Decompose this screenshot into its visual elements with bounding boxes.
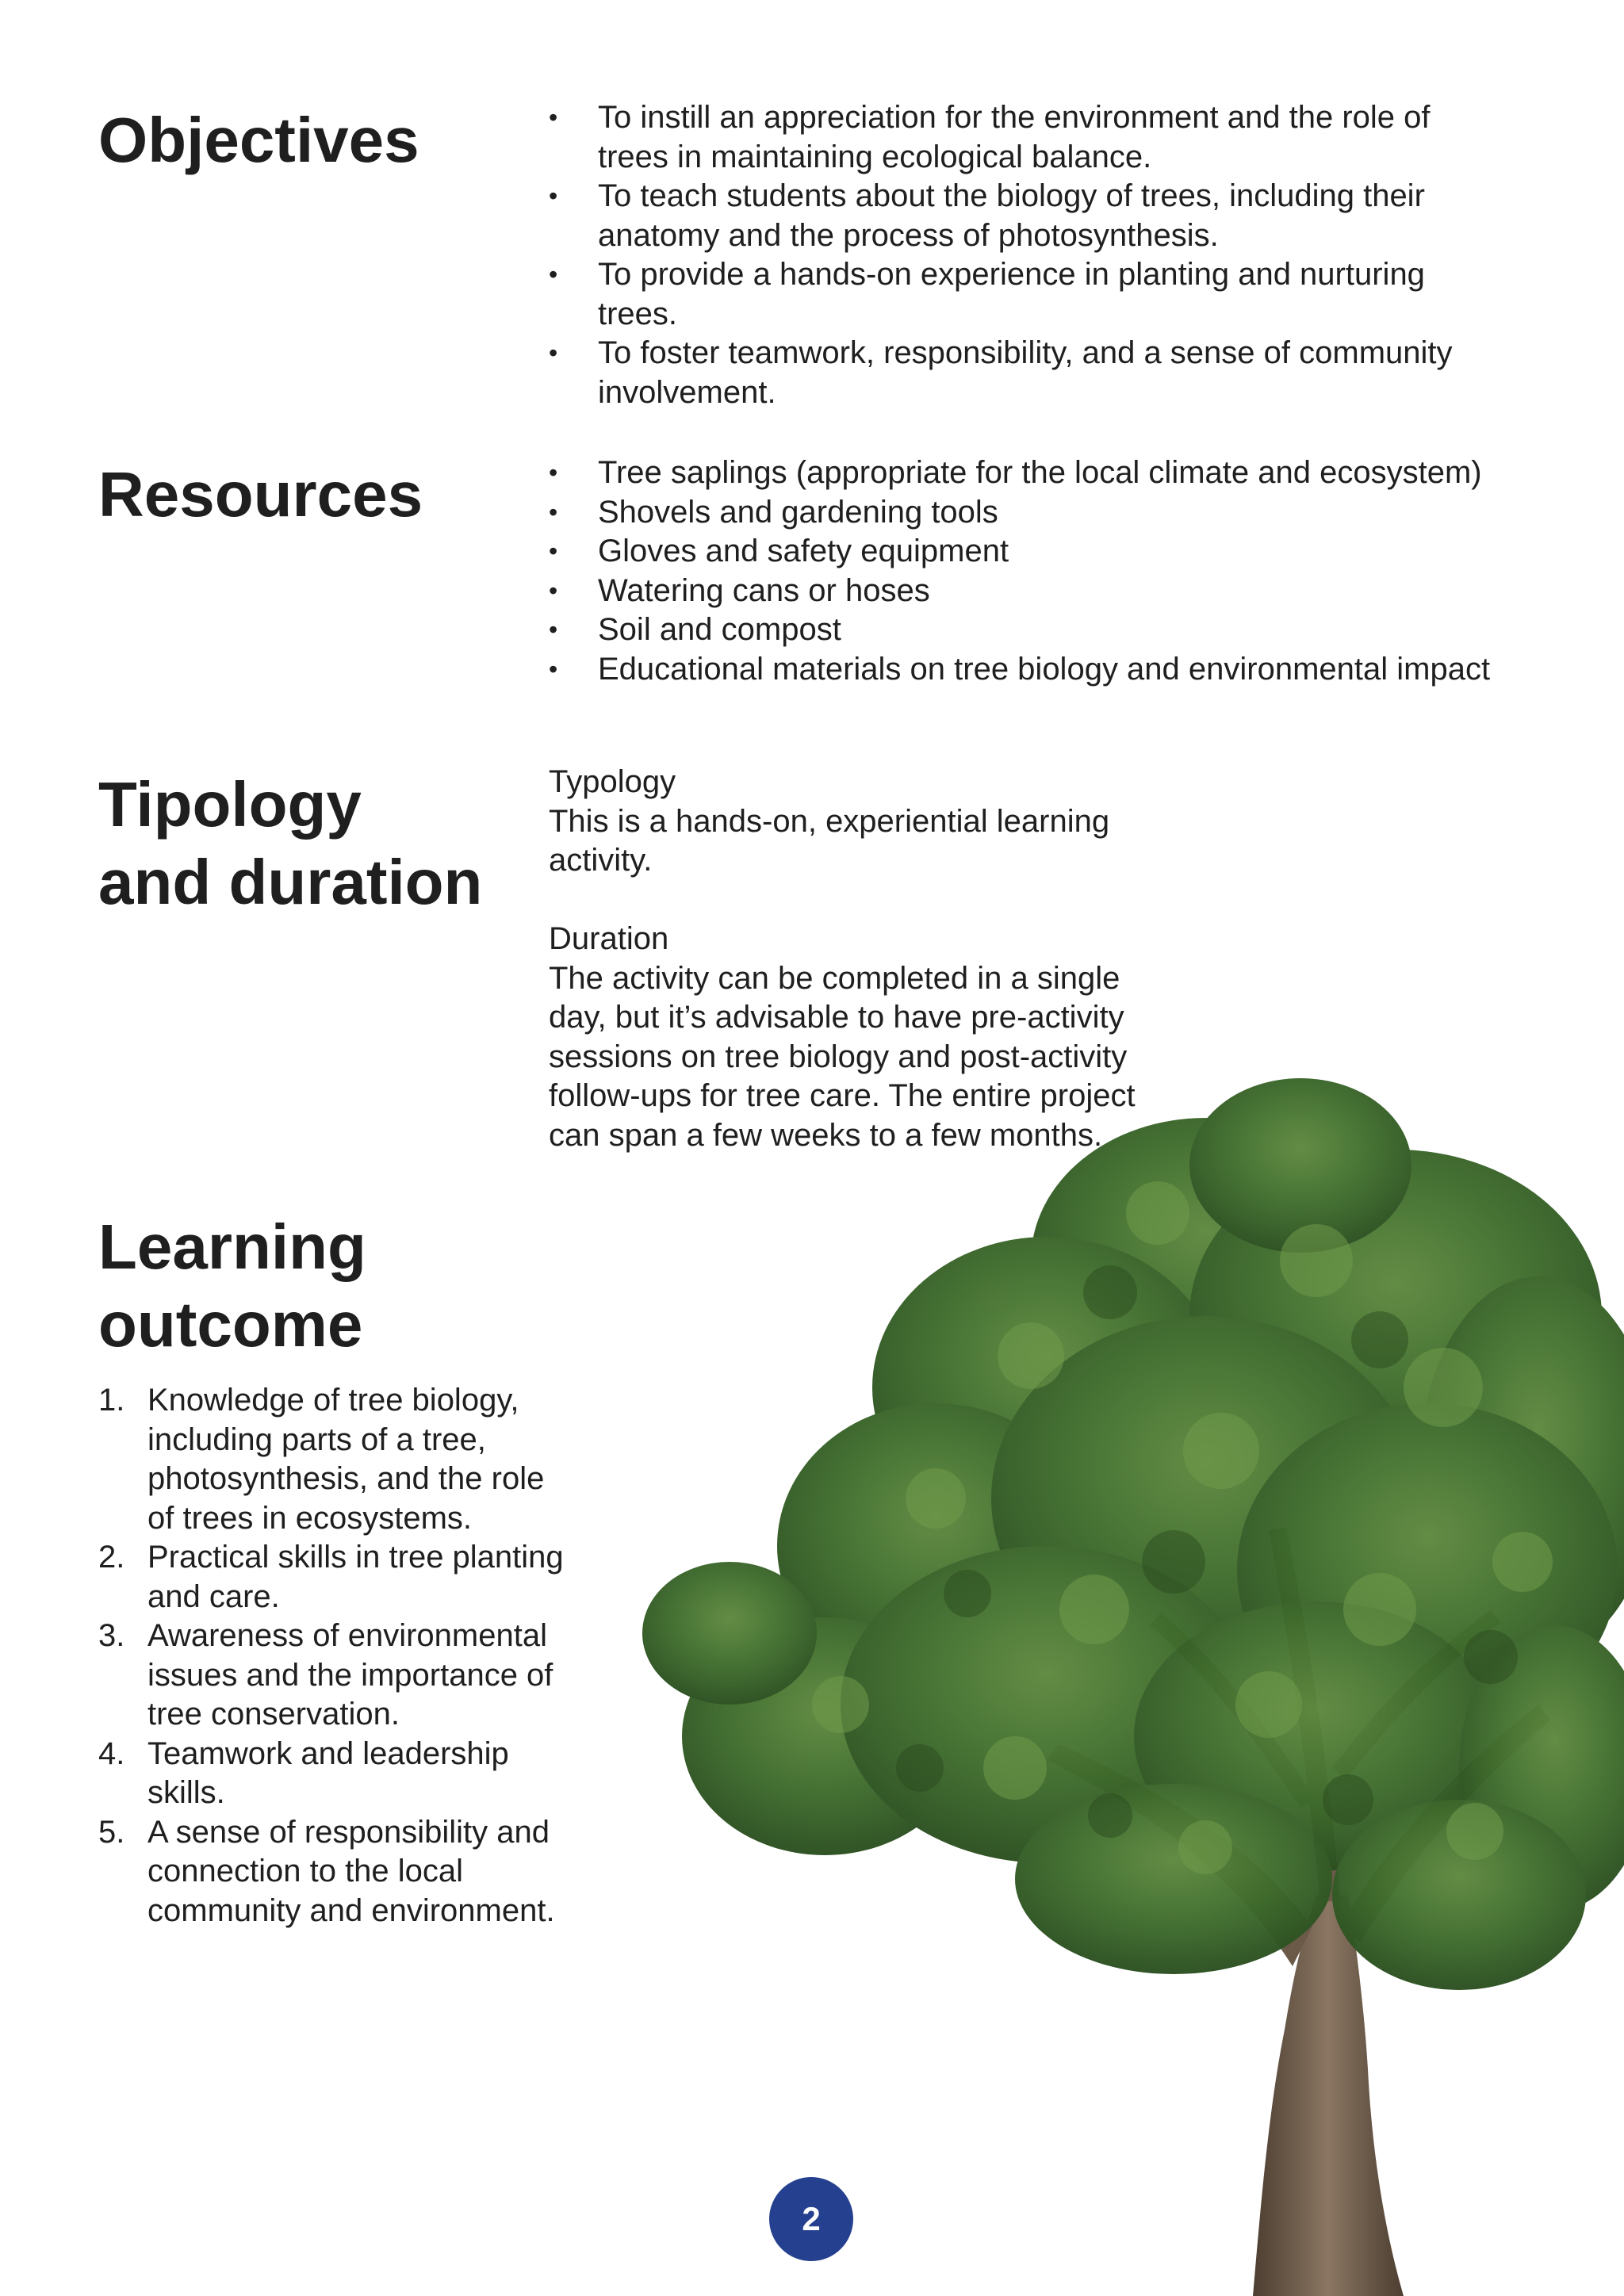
list-item: • To instill an appreciation for the environment and the role of trees in maintaining ecological balance. — [549, 98, 1508, 177]
resources-list — [549, 453, 1572, 689]
page-number-badge — [769, 2177, 853, 2261]
list-item: • To provide a hands-on experience in planting and nurturing trees. — [549, 255, 1508, 334]
list-item — [98, 1617, 566, 1735]
objectives-heading: Objectives — [98, 105, 419, 175]
item-text: A sense of responsibility and connection to the local community and environment. — [147, 1814, 555, 1928]
list-item: • Educational materials on tree biology and environmental impact — [549, 650, 1572, 690]
objectives-list — [549, 98, 1508, 412]
page-number: 2 — [802, 2200, 821, 2237]
item-number: 1. — [98, 1383, 125, 1418]
list-item — [98, 1538, 566, 1617]
list-item: • Watering cans or hoses — [549, 572, 1572, 611]
list-item — [98, 1381, 566, 1538]
list-item: • Soil and compost — [549, 610, 1572, 650]
list-item — [98, 1813, 566, 1931]
list-item: • Tree saplings (appropriate for the local climate and ecosystem) — [549, 453, 1572, 493]
duration-text: The activity can be completed in a single day, but it’s advisable to have pre-activity sessions on tree biology and post-activity follow-ups for tree care. The entire project can span a few weeks to a few months. — [549, 960, 1136, 1153]
item-number: 3. — [98, 1618, 125, 1653]
item-text: Awareness of environmental issues and the importance of tree conservation. — [147, 1618, 553, 1732]
list-item: • Gloves and safety equipment — [549, 532, 1572, 572]
list-item: • To foster teamwork, responsibility, and a sense of community involvement. — [549, 334, 1508, 412]
typology-text: This is a hands-on, experiential learning activity. — [549, 803, 1110, 878]
list-item — [98, 1735, 566, 1813]
item-number: 2. — [98, 1540, 125, 1575]
item-text: Practical skills in tree planting and care. — [147, 1540, 564, 1614]
list-item: • Shovels and gardening tools — [549, 493, 1572, 533]
item-number: 4. — [98, 1735, 125, 1771]
list-item: • To teach students about the biology of trees, including their anatomy and the process of photosynthesis. — [549, 177, 1508, 255]
learning-outcome-heading: Learning outcome — [98, 1211, 366, 1360]
item-number: 5. — [98, 1814, 125, 1850]
item-text: Teamwork and leadership skills. — [147, 1735, 509, 1810]
resources-heading: Resources — [98, 459, 423, 530]
item-text: Knowledge of tree biology, including parts of a tree, photosynthesis, and the role of trees in ecosystems. — [147, 1383, 545, 1536]
typology-block — [549, 763, 1183, 881]
typology-label: Typology — [549, 764, 676, 799]
tipology-heading: Tipology and duration — [98, 769, 483, 917]
duration-label: Duration — [549, 921, 669, 956]
learning-outcome-list — [98, 1381, 566, 1931]
tree-icon — [603, 1054, 1624, 2296]
